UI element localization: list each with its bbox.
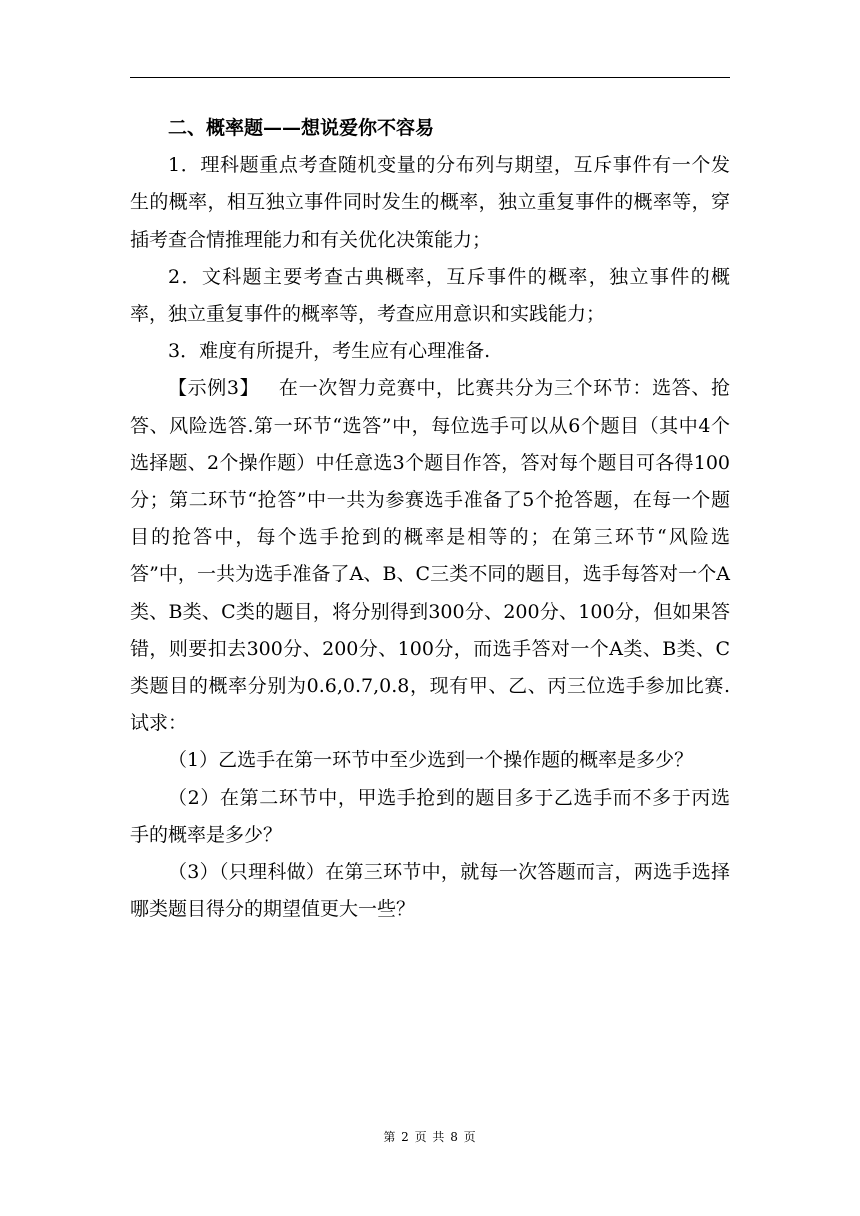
document-body <box>130 110 730 928</box>
page-footer: 第 2 页 共 8 页 <box>383 1130 477 1144</box>
example-label: 【示例3】 <box>168 377 260 400</box>
question-3: （3）（只理科做）在第三环节中，就每一次答题而言，两选手选择哪类题目得分的期望值更大一些？ <box>130 861 730 921</box>
example-paragraph <box>130 370 730 742</box>
question-2: （2）在第二环节中，甲选手抢到的题目多于乙选手而不多于丙选手的概率是多少？ <box>130 786 730 846</box>
paragraph-3: 3．难度有所提升，考生应有心理准备. <box>168 340 491 363</box>
example-text: 在一次智力竞赛中，比赛共分为三个环节：选答、抢答、风险选答.第一环节“选答”中，每位选手可以从6个题目（其中4个选择题、2个操作题）中任意选3个题目作答，答对每个题目可各得100分；第二环节“抢答”中一共为参赛选手准备了5个抢答题，在每一个题目的抢答中，每个选手抢到的概率是相等的；在第三环节“风险选答”中，一共为选手准备了A、B、C三类不同的题目，选手每答对一个A类、B类、C类的题目，将分别得到300分、200分、100分，但如果答错，则要扣去300分、200分、100分，而选手答对一个A类、B类、C类题目的概率分别为0.6,0.7,0.8，现有甲、乙、丙三位选手参加比赛.试求： <box>130 377 730 735</box>
paragraph-2: 2．文科题主要考查古典概率，互斥事件的概率，独立事件的概率，独立重复事件的概率等，考查应用意识和实践能力； <box>130 265 730 326</box>
header-rule <box>130 77 730 78</box>
question-1: （1）乙选手在第一环节中至少选到一个操作题的概率是多少？ <box>168 749 694 772</box>
paragraph-1: 1．理科题重点考查随机变量的分布列与期望，互斥事件有一个发生的概率，相互独立事件同时发生的概率，独立重复事件的概率等，穿插考查合情推理能力和有关优化决策能力； <box>130 154 730 251</box>
section-heading: 二、概率题——想说爱你不容易 <box>168 117 435 139</box>
